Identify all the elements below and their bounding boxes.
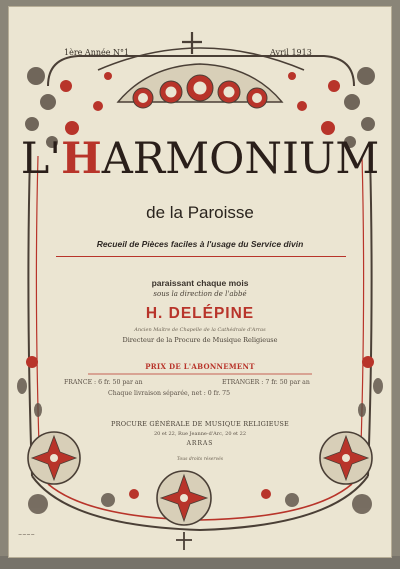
author-role-2: Directeur de la Procure de Musique Religieuse <box>122 336 278 344</box>
publisher-address: 20 et 22, Rue Jeanne-d'Arc, 20 et 22 <box>153 431 247 437</box>
price-abroad: ETRANGER : 7 fr. 50 par an <box>222 379 310 386</box>
issue-number: 1ère Année N°1 <box>64 48 130 57</box>
title-capital: H <box>61 134 102 184</box>
direction-label: sous la direction de l'abbé <box>153 290 247 298</box>
title-rest: ARMONIUM <box>101 134 380 184</box>
issue-date: Avril 1913 <box>270 48 312 57</box>
price-single-issue: Chaque livraison séparée, net : 0 fr. 75 <box>108 390 231 397</box>
rights-notice: Tous droits réservés <box>176 457 224 462</box>
publisher-name: PROCURE GÉNÉRALE DE MUSIQUE RELIGIEUSE <box>111 420 289 428</box>
collection-description: Recueil de Pièces faciles à l'usage du Service divin <box>96 239 304 249</box>
author-role-1: Ancien Maître de Chapelle de la Cathédrale d'Arras <box>134 327 266 333</box>
subscription-title: PRIX DE L'ABONNEMENT <box>145 362 255 371</box>
divider <box>56 256 346 257</box>
rosette-icon <box>157 471 211 525</box>
signature-mark: ~~~~ <box>18 532 35 538</box>
author-name: H. DELÉPINE <box>145 305 255 322</box>
periodicity: paraissant chaque mois <box>151 278 249 288</box>
publisher-city: ARRAS <box>186 440 214 447</box>
title-lead: L' <box>20 134 62 184</box>
cover-page <box>8 6 392 558</box>
cross-icon <box>182 32 202 54</box>
journal-title <box>8 134 392 184</box>
journal-subtitle: de la Paroisse <box>146 203 254 222</box>
price-france: FRANCE : 6 fr. 50 par an <box>64 379 143 386</box>
